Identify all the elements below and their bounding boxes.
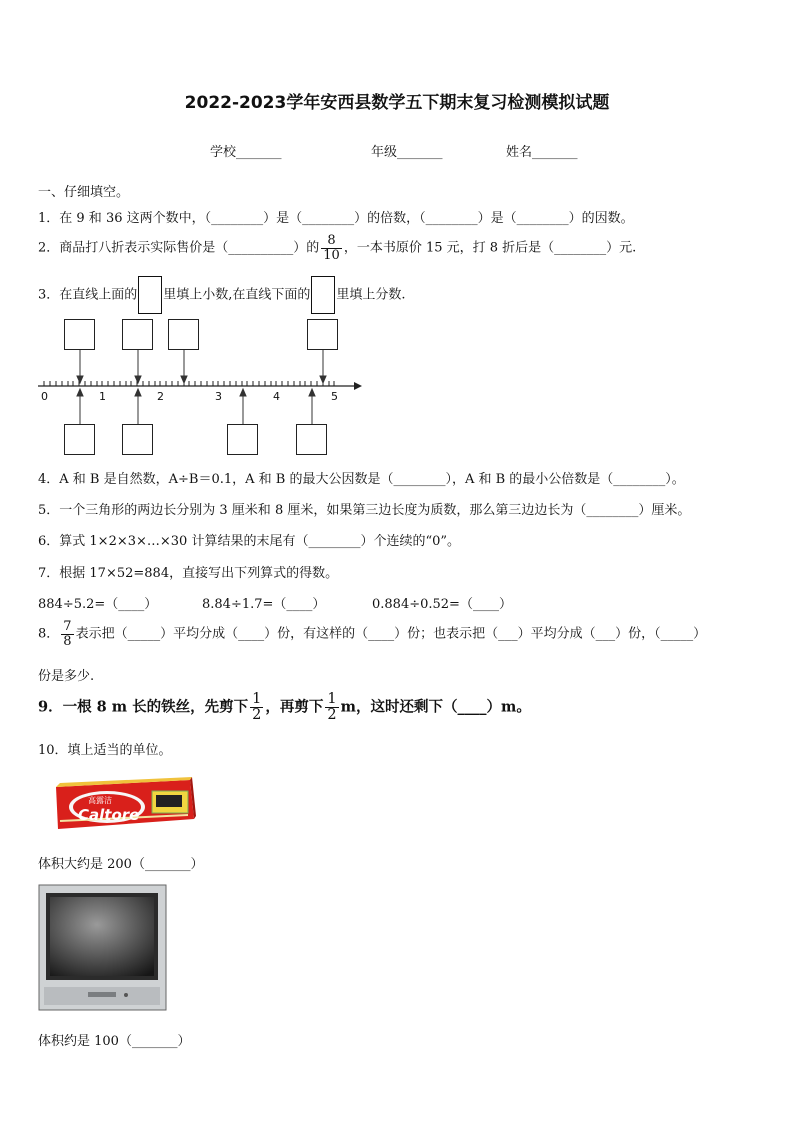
toothpaste-brand-cn: 高露洁 bbox=[88, 796, 112, 805]
question-3: 3．在直线上面的 里填上小数,在直线下面的 里填上分数. bbox=[38, 276, 406, 314]
question-1: 1．在 9 和 36 这两个数中，（________）是（________）的倍数，（________）是（________）的因数。 bbox=[38, 211, 634, 226]
question-10b: 体积约是 100（_______） bbox=[38, 1034, 191, 1049]
fraction: $\frac{1}{2}$ bbox=[252, 691, 262, 724]
fraction: $\frac{8}{10}$ bbox=[323, 233, 340, 263]
pointer-arrows bbox=[0, 0, 794, 470]
page-title: 2022-2023学年安西县数学五下期末复习检测模拟试题 bbox=[184, 93, 610, 113]
question-10: 10．填上适当的单位。 bbox=[38, 743, 172, 758]
toothpaste-brand: Caltore bbox=[78, 806, 140, 824]
tick-label: 2 bbox=[157, 390, 164, 403]
q7-item: 884÷5.2=（____） bbox=[38, 597, 158, 612]
question-9: 9．一根 8 m 长的铁丝，先剪下 $\frac{1}{2}$ ，再剪下 $\frac{1}{2}$ m，这时还剩下（____）m。 bbox=[38, 691, 531, 724]
name-field[interactable]: 姓名_______ bbox=[506, 145, 578, 160]
fraction: $\frac{1}{2}$ bbox=[327, 691, 337, 724]
television-image bbox=[38, 884, 168, 1012]
section-heading: 一、仔细填空。 bbox=[38, 185, 130, 200]
question-5: 5．一个三角形的两边长分别为 3 厘米和 8 厘米，如果第三边长度为质数，那么第三边边长为（________）厘米。 bbox=[38, 503, 691, 518]
grade-field[interactable]: 年级_______ bbox=[371, 145, 443, 160]
tick-label: 4 bbox=[273, 390, 280, 403]
tick-label: 5 bbox=[331, 390, 338, 403]
q7-item: 0.884÷0.52=（____） bbox=[372, 597, 512, 612]
tick-label: 1 bbox=[99, 390, 106, 403]
q7-item: 8.84÷1.7=（____） bbox=[202, 597, 326, 612]
question-10a: 体积大约是 200（_______） bbox=[38, 857, 204, 872]
school-field[interactable]: 学校_______ bbox=[210, 145, 282, 160]
tick-label: 0 bbox=[41, 390, 48, 403]
question-8: 8． $\frac{7}{8}$ 表示把（_____）平均分成（____）份，有这样的（____）份；也表示把（___）平均分成（___）份，（_____） bbox=[38, 619, 707, 649]
question-8-continued: 份是多少. bbox=[38, 669, 95, 684]
tick-label: 3 bbox=[215, 390, 222, 403]
question-6: 6．算式 1×2×3×…×30 计算结果的末尾有（________）个连续的“0”。 bbox=[38, 534, 461, 549]
question-7: 7．根据 17×52=884，直接写出下列算式的得数。 bbox=[38, 566, 339, 581]
fraction: $\frac{7}{8}$ bbox=[63, 619, 72, 649]
question-2: 2．商品打八折表示实际售价是（__________）的 $\frac{8}{10}$ ，一本书原价 15 元，打 8 折后是（________）元. bbox=[38, 233, 637, 263]
question-4: 4．A 和 B 是自然数，A÷B＝0.1，A 和 B 的最大公因数是（________），A 和 B 的最小公倍数是（________）。 bbox=[38, 472, 685, 487]
